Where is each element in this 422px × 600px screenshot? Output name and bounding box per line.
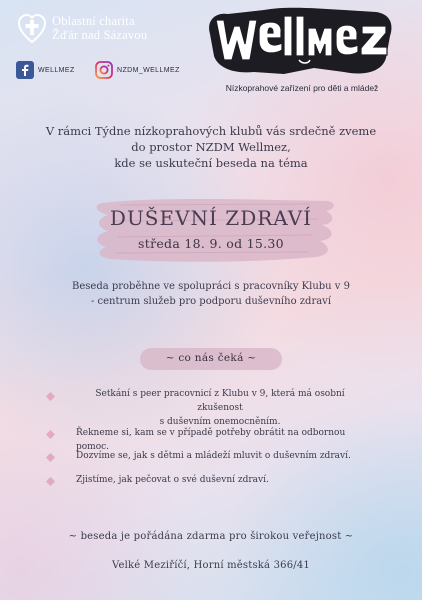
agenda-item-line: s duševním onemocněním. — [159, 417, 281, 427]
collaboration-line1: Beseda proběhne ve spolupráci s pracovníky Klubu v 9 — [72, 281, 350, 292]
facebook-label: WELLMEZ — [38, 66, 75, 74]
tagline: Nízkoprahové zařízení pro děti a mládež — [225, 83, 379, 93]
agenda-heading: ~ co nás čeká ~ — [165, 352, 257, 364]
collaboration-text — [30, 279, 392, 309]
agenda-item — [80, 387, 360, 429]
intro-line1: V rámci Týdne nízkoprahových klubů vás srdečně zveme — [45, 124, 377, 138]
agenda-item: Řekneme si, kam se v případě potřeby obrátit na odbornou pomoc. — [76, 428, 346, 452]
org-name-line2: Žďár nad Sázavou — [52, 28, 148, 42]
wellmez-logo — [204, 6, 396, 80]
bullet-icon — [46, 392, 55, 401]
charity-heart-cross-icon — [18, 14, 46, 44]
instagram-label: NZDM_WELLMEZ — [117, 66, 180, 74]
event-address: Velké Meziříčí, Horní městská 366/41 — [112, 560, 310, 571]
collaboration-line2: - centrum služeb pro podporu duševního zdraví — [90, 296, 332, 307]
org-name-line1: Oblastní charita — [52, 14, 135, 28]
instagram-link[interactable] — [95, 61, 180, 79]
agenda-item: Zjistíme, jak pečovat o své duševní zdraví. — [76, 475, 269, 485]
agenda-item-line: Setkání s peer pracovnicí z Klubu v 9, která má osobní zkušenost — [95, 389, 345, 413]
agenda-item: Dozvíme se, jak s dětmi a mládeží mluvit o duševním zdraví. — [76, 451, 351, 461]
bullet-icon — [46, 453, 55, 462]
facebook-icon — [16, 61, 34, 79]
organization-header — [18, 14, 147, 44]
bullet-icon — [46, 477, 55, 486]
bullet-icon — [46, 430, 55, 439]
intro-line3: kde se uskuteční beseda na téma — [114, 156, 308, 170]
intro-text — [20, 123, 402, 171]
event-date: středa 18. 9. od 15.30 — [138, 236, 284, 251]
facebook-link[interactable] — [16, 61, 75, 79]
instagram-icon — [95, 61, 113, 79]
intro-line2: do prostor NZDM Wellmez, — [131, 140, 291, 154]
event-title: DUŠEVNÍ ZDRAVÍ — [109, 206, 313, 230]
free-event-note: ~ beseda je pořádána zdarma pro širokou veřejnost ~ — [68, 531, 354, 542]
